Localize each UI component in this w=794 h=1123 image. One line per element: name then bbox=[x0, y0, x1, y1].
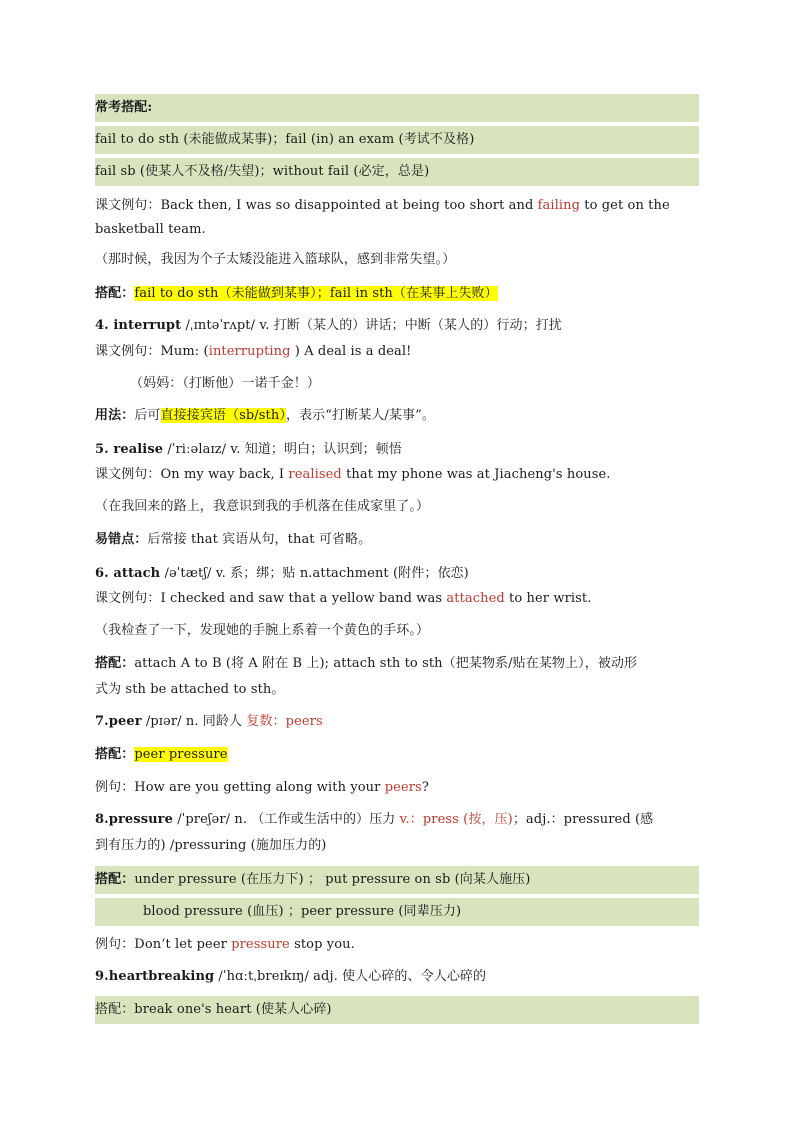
collocation-fail: 搭配：fail to do sth（未能做到某事）；fail in sth（在某事上失败） bbox=[95, 286, 498, 301]
highlight-word-realised: realised bbox=[288, 467, 342, 482]
entry-heartbreaking-collocation: 搭配：break one's heart (使某人心碎) bbox=[95, 996, 699, 1024]
entry-attach-translation: （我检查了一下，发现她的手腕上系着一个黄色的手环。） bbox=[95, 623, 430, 638]
entry-heartbreaking-heading: 9.heartbreaking /ˈhɑːtˌbreɪkɪŋ/ adj. 使人心碎的、令人心碎的 bbox=[95, 969, 487, 984]
example-fail-line-1: 课文例句：Back then, I was so disappointed at being too short and failing to get on the bbox=[95, 198, 670, 213]
peer-plural: 复数：peers bbox=[246, 714, 323, 729]
highlight-word-interrupting: interrupting bbox=[208, 344, 291, 359]
entry-attach-example: 课文例句：I checked and saw that a yellow band was attached to her wrist. bbox=[95, 591, 592, 606]
entry-interrupt-example: 课文例句：Mum: (interrupting ) A deal is a deal! bbox=[95, 344, 412, 359]
entry-realise-translation: （在我回来的路上，我意识到我的手机落在佳成家里了。） bbox=[95, 499, 430, 514]
entry-peer-heading: 7.peer /pɪər/ n. 同龄人 复数：peers bbox=[95, 714, 323, 729]
entry-peer-collocation: 搭配：peer pressure bbox=[95, 747, 228, 762]
highlight-word-peers: peers bbox=[384, 780, 422, 795]
entry-attach-heading: 6. attach /əˈtætʃ/ v. 系；绑；贴 n.attachment (附件；依恋) bbox=[95, 566, 469, 581]
entry-pressure-collocation-2: blood pressure (血压) ；peer pressure (同辈压力) bbox=[95, 898, 699, 926]
highlight-word-pressure: pressure bbox=[231, 937, 290, 952]
highlight-word-attached: attached bbox=[446, 591, 505, 606]
example-fail-translation: （那时候，我因为个子太矮没能进入篮球队，感到非常失望。） bbox=[95, 252, 456, 267]
collocation-line-2: fail sb (使某人不及格/失望)；without fail (必定，总是) bbox=[95, 158, 699, 186]
entry-pressure-heading-cont: 到有压力的) /pressuring (施加压力的) bbox=[95, 838, 327, 853]
example-fail-line-2: basketball team. bbox=[95, 222, 206, 237]
entry-realise-note: 易错点：后常接 that 宾语从句，that 可省略。 bbox=[95, 532, 372, 547]
entry-interrupt-usage: 用法：后可直接接宾语（sb/sth），表示“打断某人/某事”。 bbox=[95, 408, 435, 423]
entry-interrupt-translation: （妈妈：（打断他）一诺千金！） bbox=[130, 376, 321, 391]
collocation-fail-highlight: fail to do sth（未能做到某事）；fail in sth（在某事上失败） bbox=[134, 286, 498, 301]
entry-attach-collocation-cont: 式为 sth be attached to sth。 bbox=[95, 682, 285, 697]
usage-highlight: 直接接宾语（sb/sth） bbox=[160, 408, 286, 423]
entry-interrupt-heading: 4. interrupt /ˌɪntəˈrʌpt/ v. 打断（某人的）讲话；中断（某人的）行动；打扰 bbox=[95, 318, 562, 333]
entry-pressure-example: 例句：Don‘t let peer pressure stop you. bbox=[95, 937, 355, 952]
entry-pressure-collocation-1: 搭配：under pressure (在压力下) ； put pressure on sb (向某人施压) bbox=[95, 866, 699, 894]
peer-pressure-highlight: peer pressure bbox=[134, 747, 228, 762]
entry-pressure-heading: 8.pressure /ˈpreʃər/ n. （工作或生活中的）压力 v.：press (按，压)；adj.：pressured (感 bbox=[95, 812, 654, 827]
common-collocations-header: 常考搭配: bbox=[95, 94, 699, 122]
entry-realise-example: 课文例句：On my way back, I realised that my phone was at Jiacheng's house. bbox=[95, 467, 611, 482]
entry-realise-heading: 5. realise /ˈriːəlaɪz/ v. 知道；明白；认识到；顿悟 bbox=[95, 442, 402, 457]
entry-peer-example: 例句：How are you getting along with your peers? bbox=[95, 780, 429, 795]
pressure-verb: v.：press (按，压) bbox=[399, 812, 513, 827]
collocation-line-1: fail to do sth (未能做成某事)；fail (in) an exam (考试不及格) bbox=[95, 126, 699, 154]
entry-attach-collocation: 搭配：attach A to B (将 A 附在 B 上); attach sth to sth（把某物系/贴在某物上），被动形 bbox=[95, 656, 638, 671]
highlight-word-failing: failing bbox=[537, 198, 581, 213]
